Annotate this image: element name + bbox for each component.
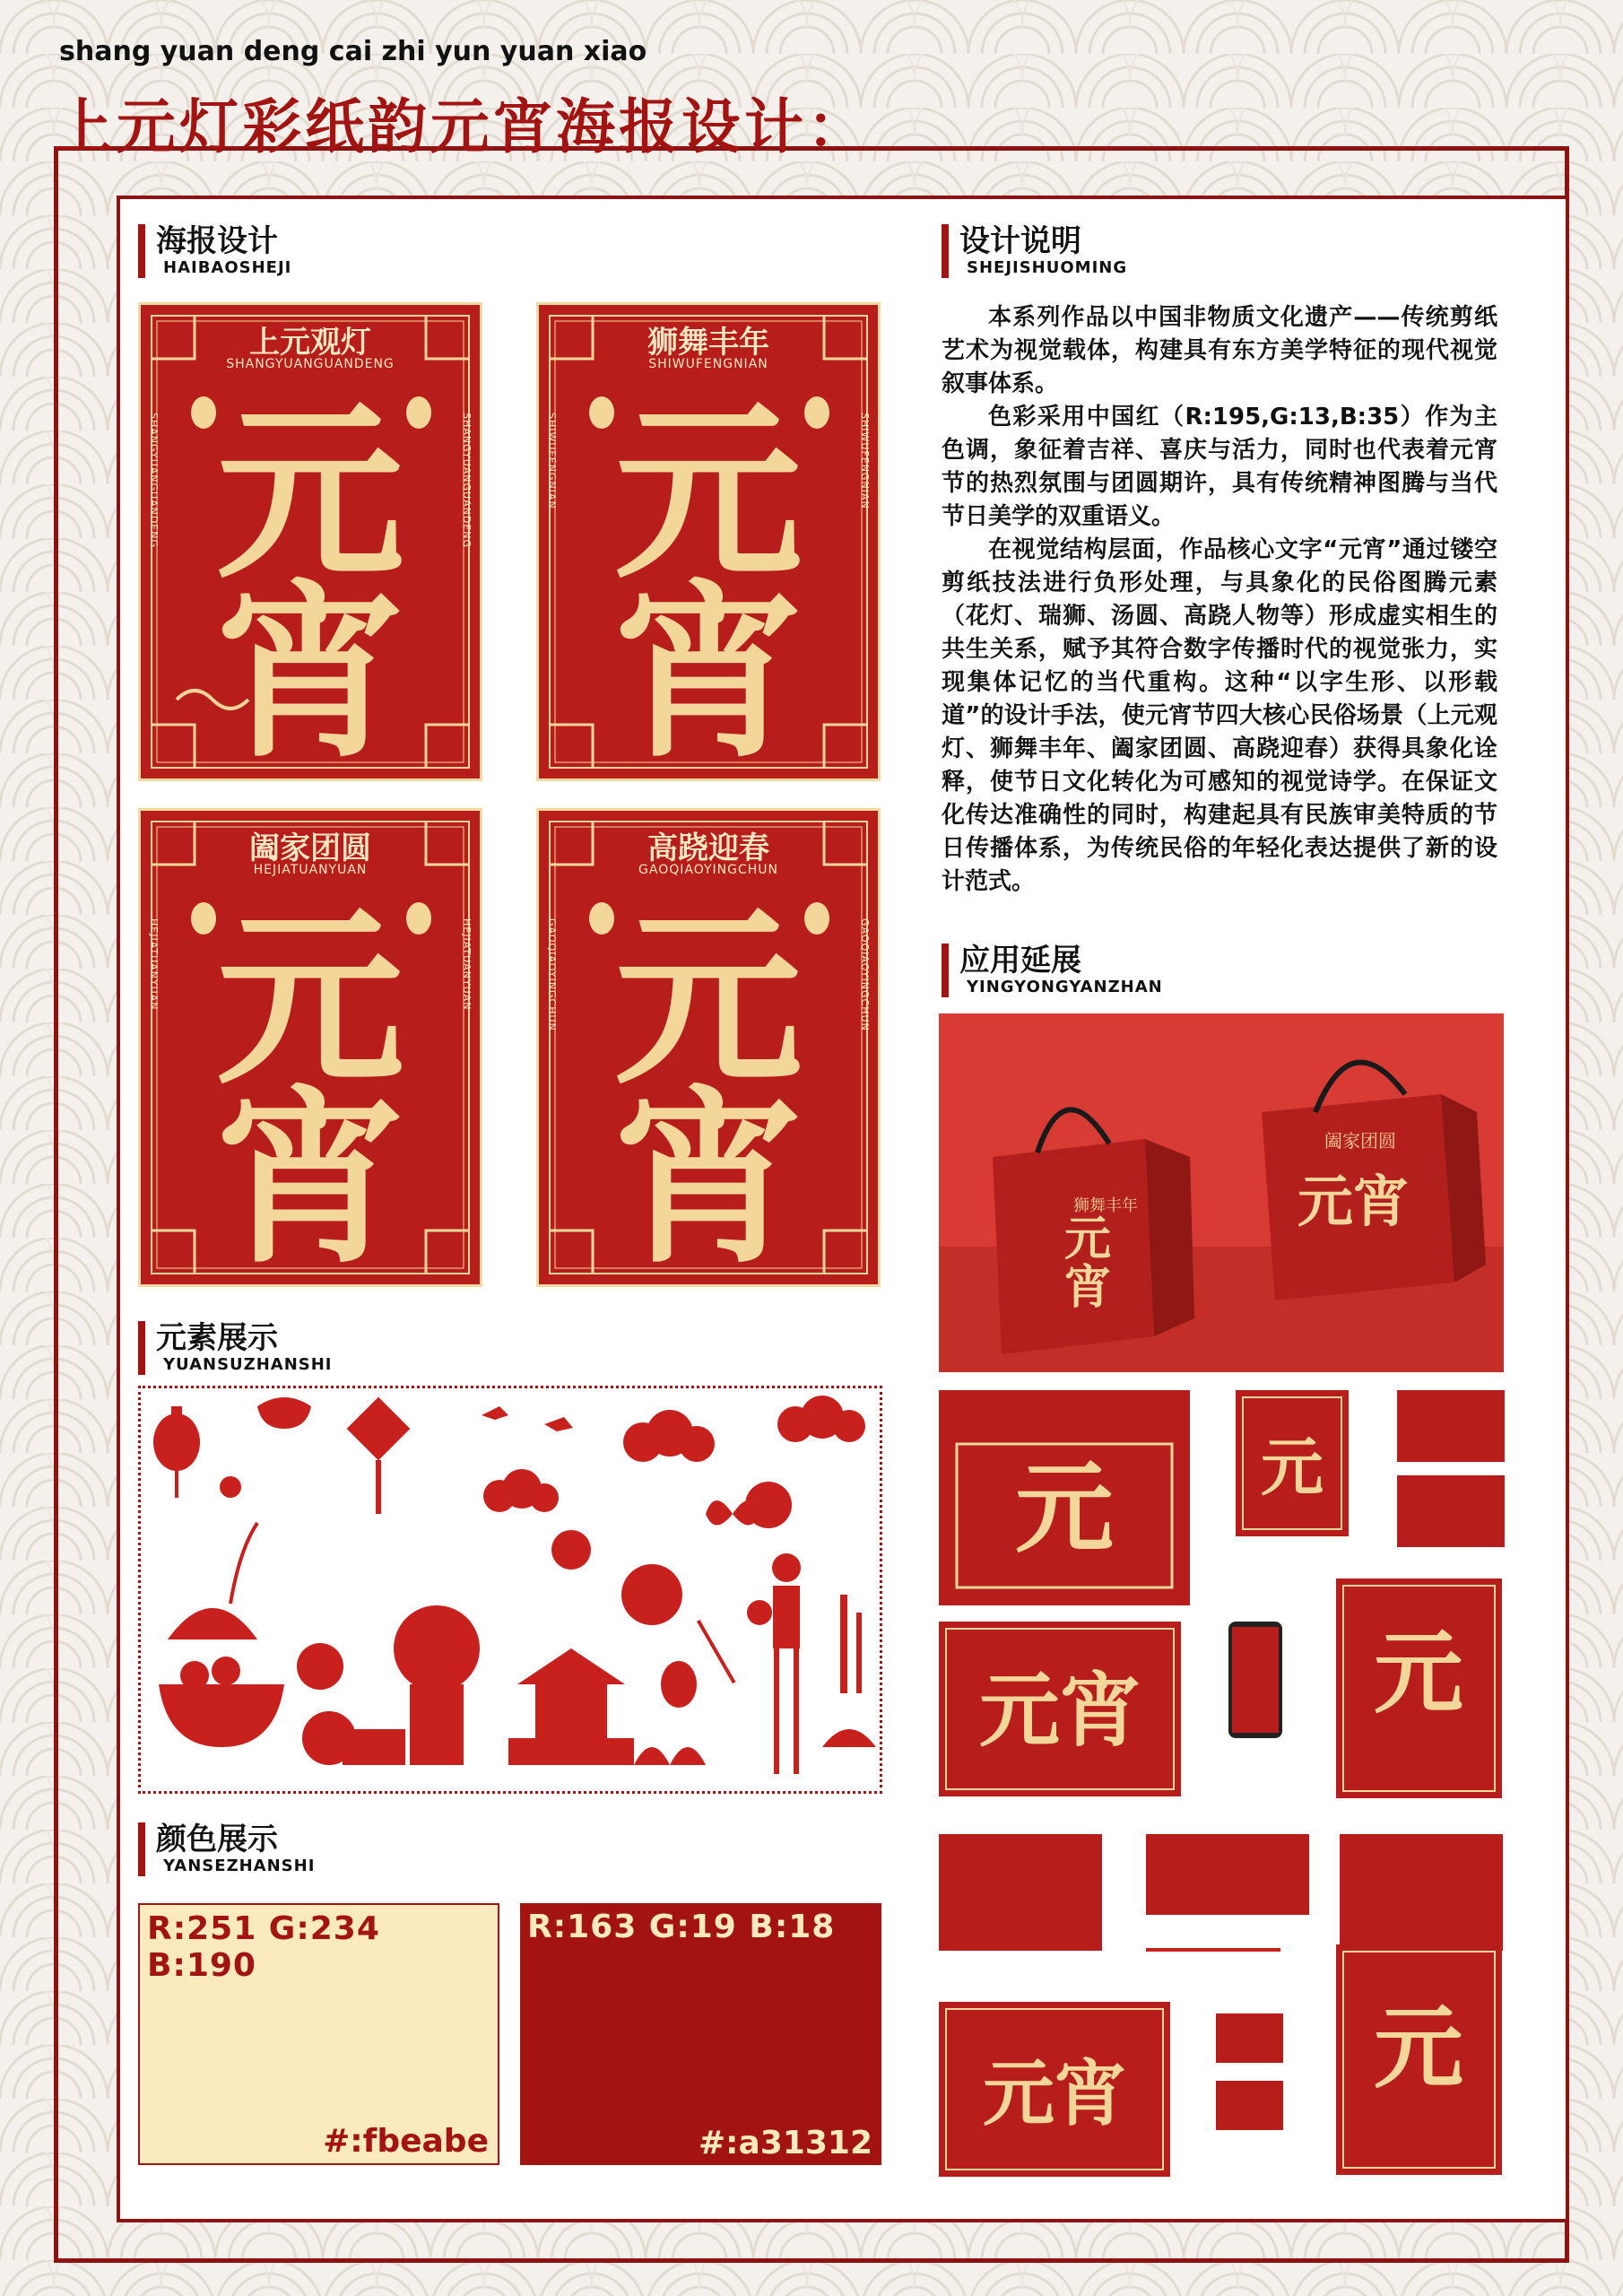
posters-section-header [138,224,291,278]
color-swatch-red [520,1903,881,2165]
poster-side-text: GAOQIAOYINGCHUN [859,918,871,1031]
elements-section-pinyin: YUANSUZHANSHI [138,1355,333,1375]
description-paragraph: 在视觉结构层面，作品核心文字“元宵”通过镂空剪纸技法进行负形处理，与具象化的民俗图腾元素（花灯、瑞狮、汤圆、高跷人物等）形成虚实相生的共生关系，赋予其符合数字传播时代的视觉张力，实现集体记忆的当代重构。这种“以字生形、以形载道”的设计手法，使元宵节四大核心民俗场景（上元观灯、狮舞丰年、阖家团圆、高跷迎春）获得具象化诠释，使节日文化转化为可感知的视觉诗学。在保证文化传达准确性的同时，构建起具有民族审美特质的节日传播体系，为传统民俗的年轻化表达提供了新的设计范式。 [942,536,1497,895]
mockup-icon [1336,1944,1502,2175]
poster-2 [536,302,881,781]
mockup-poster [1336,1944,1502,2175]
poster-side-text: HEJIATUANYUAN [148,918,160,1011]
poster-3 [138,808,482,1287]
poster-side-text: HEJIATUANYUAN [461,918,473,1011]
bag-label: 狮舞丰年 [1073,1196,1138,1215]
paper-cut-elements-icon [141,1388,880,1791]
bags-mockup-photo [939,1013,1504,1372]
mockup-icon [939,1622,1181,1796]
poster-side-text: SHIWUFENGNIAN [859,413,871,509]
swatch-rgb-label: R:163 G:19 B:18 [527,1909,836,1945]
mockup-card [1397,1475,1505,1547]
poster-pinyin: HEJIATUANYUAN [253,863,368,877]
elements-showcase [138,1386,882,1794]
poster-pinyin: GAOQIAOYINGCHUN [638,863,778,877]
bag-label: 阖家团圆 [1324,1130,1396,1152]
poster-name: 狮舞丰年 [647,325,769,361]
description-section-header [942,224,1127,278]
mockup-card-small [1216,2013,1283,2063]
svg-text:元宵: 元宵 [983,2051,1126,2135]
mockup-icon [939,2002,1170,2177]
elements-section-title: 元素展示 [138,1321,333,1355]
poster-char-xiao: 宵 [215,561,404,781]
gift-bag-icon [939,1013,1504,1372]
mockup-envelope [939,1834,1102,1951]
poster-side-text: SHANGYUANGUANDENG [148,413,160,549]
poster-char-xiao: 宵 [215,1067,404,1287]
posters-section-pinyin: HAIBAOSHEJI [138,258,291,278]
mockup-card [1236,1390,1349,1536]
swatch-rgb-label: R:251 G:234 B:190 [147,1910,380,1984]
poster-side-text: SHIWUFENGNIAN [546,413,558,509]
poster-char-xiao: 宵 [613,561,803,781]
poster-name: 高跷迎春 [647,831,769,866]
mockup-icon [1236,1390,1349,1536]
poster-side-text: GAOQIAOYINGCHUN [546,918,558,1031]
swatch-hex-label: #:fbeabe [323,2123,489,2160]
description-section-pinyin: SHEJISHUOMING [942,258,1127,278]
poster-1 [138,302,482,781]
page-title: 上元灯彩纸韵元宵海报设计： [54,92,870,161]
svg-text:元: 元 [1015,1450,1114,1566]
mockup-icon [939,1390,1203,1605]
poster-char-xiao: 宵 [613,1067,803,1287]
colors-section-pinyin: YANSEZHANSHI [138,1857,315,1876]
description-paragraph: 本系列作品以中国非物质文化遗产——传统剪纸艺术为视觉载体，构建具有东方美学特征的现代视觉叙事体系。 [942,304,1497,397]
mockup-card [1397,1390,1505,1462]
application-section-title: 应用延展 [942,944,1163,978]
mockup-card-small [1216,2081,1283,2130]
swatch-hex-label: #:a31312 [698,2125,872,2161]
poster-char-yuan: 元 [215,382,404,604]
application-section-pinyin: YINGYONGYANZHAN [942,978,1163,997]
mockup-phone [1228,1622,1282,1738]
poster-name: 上元观灯 [249,325,371,361]
poster-char-yuan: 元 [613,382,803,604]
svg-text:元: 元 [1261,1430,1324,1504]
svg-text:元宵: 元宵 [979,1663,1141,1758]
description-paragraph: 色彩采用中国红（R:195,G:13,B:35）作为主色调，象征着吉祥、喜庆与活力，同时也代表着元宵节的热烈氛围与团圆期许，具有传统精神图腾与当代节日美学的双重语义。 [942,404,1497,530]
color-swatch-cream [138,1903,499,2165]
poster-side-text: SHANGYUANGUANDENG [461,413,473,549]
bag-big-text: 元宵 [1064,1212,1112,1315]
mockup-box [939,2002,1170,2177]
description-section-title: 设计说明 [942,224,1127,258]
page-subtitle: shang yuan deng cai zhi yun yuan xiao [59,36,647,67]
mockup-bag-front [939,1390,1203,1605]
mockup-envelope [1146,1834,1309,1915]
poster-char-yuan: 元 [215,888,404,1109]
poster-pinyin: SHIWUFENGNIAN [648,357,768,371]
colors-section-title: 颜色展示 [138,1822,315,1857]
description-text [942,301,1497,899]
application-section-header [942,944,1163,997]
poster-name: 阖家团圆 [249,831,371,866]
poster-4 [536,808,881,1287]
mockup-pen [1146,1948,1280,1952]
svg-text:元: 元 [1374,1620,1463,1726]
poster-char-yuan: 元 [613,888,803,1109]
mockup-banner [939,1622,1181,1796]
elements-section-header [138,1321,333,1375]
colors-section-header [138,1822,315,1876]
mockup-envelope [1340,1834,1503,1951]
svg-text:元: 元 [1374,1995,1463,2100]
mockup-poster [1336,1578,1502,1798]
poster-pinyin: SHANGYUANGUANDENG [226,357,395,371]
bag-big-text: 元宵 [1298,1169,1410,1234]
posters-section-title: 海报设计 [138,224,291,258]
mockup-icon [1336,1578,1502,1798]
